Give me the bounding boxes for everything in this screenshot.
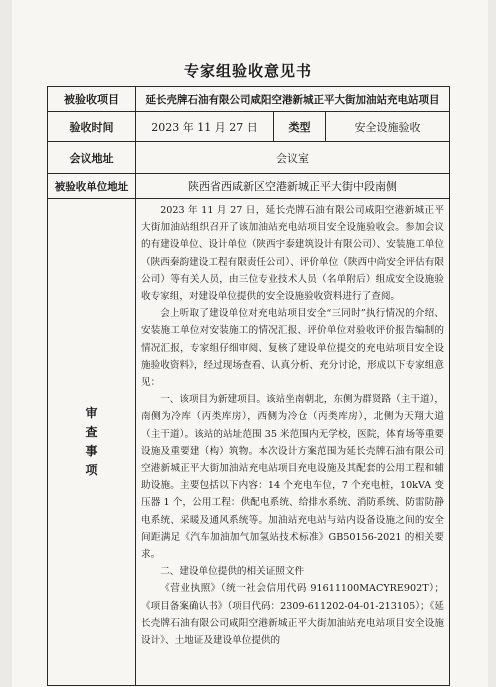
row-unit-address bbox=[48, 174, 450, 199]
time-value: 2023 年 11 月 27 日 bbox=[136, 112, 274, 142]
review-content bbox=[136, 199, 450, 686]
row-venue bbox=[48, 142, 450, 174]
document-title: 专家组验收意见书 bbox=[183, 62, 312, 80]
venue-value: 会议室 bbox=[136, 142, 450, 174]
row-project bbox=[48, 87, 450, 112]
paragraph-5: 《营业执照》（统一社会信用代码 91611100MACYRE902T）；《项目备案确认书》（项目代码：2309-611202-04-01-213105）；《延长壳牌石油有限公司咸阳空港新城正平大街加油站充电站项目安全设施设计》、土地证及建设单位提供的 bbox=[141, 583, 444, 647]
venue-label: 会议地址 bbox=[48, 142, 136, 174]
review-char-2: 查 bbox=[85, 425, 98, 439]
review-char-3: 事 bbox=[85, 444, 98, 458]
review-items-label bbox=[48, 199, 136, 686]
project-label: 被验收项目 bbox=[48, 87, 136, 112]
row-time bbox=[48, 112, 450, 142]
row-review bbox=[48, 199, 450, 686]
paragraph-3: 一、该项目为新建项目。该站坐南朝北，东侧为群贤路（主干道），南侧为冷库（丙类库房），西侧为冷仓（丙类库房），北侧为天翔大道（主干道）。该站的站址范围 35 米范围内无学校，医院，体育场等重要设施及重要建（构）筑物。本次设计方案范围为延长壳牌石油有限公司空港新城正平大街加油站充电站项目充电设施及其配套的公用工程和辅助设施。主要包括以下内容：14 个充电车位，7 个充电桩，10kVA 变压器 1 个，公用工程：供配电系统、给排水系统、消防系统、防雷防静电系统、采暖及通风系统等。加油站充电站与站内设备设施之间的安全间距满足《汽车加油加气加氢站技术标准》GB50156-2021 的相关要求。 bbox=[141, 394, 444, 561]
acceptance-form-table bbox=[47, 86, 450, 686]
type-label: 类型 bbox=[274, 112, 326, 142]
paragraph-2: 会上听取了建设单位对充电站项目安全“三同时”执行情况的介绍、安装施工单位对安装施工的情况汇报、评价单位对验收评价报告编制的情况汇报，专家组仔细审阅、复核了建设单位提交的充电站项目安全设施验收资料》，经过现场查看、认真分析、充分讨论，形成以下专家组意见： bbox=[141, 308, 444, 389]
type-value: 安全设施验收 bbox=[326, 112, 450, 142]
time-label: 验收时间 bbox=[48, 112, 136, 142]
project-value: 延长壳牌石油有限公司咸阳空港新城正平大街加油站充电站项目 bbox=[136, 87, 450, 112]
unit-address-value: 陕西省西咸新区空港新城正平大街中段南侧 bbox=[136, 174, 450, 199]
unit-address-label: 被验收单位地址 bbox=[48, 174, 136, 199]
paragraph-1: 2023 年 11 月 27 日，延长壳牌石油有限公司咸阳空港新城正平大街加油站组织召开了该加油站充电站项目安全设施验收会。参加会议的有建设单位、设计单位（陕西宇泰建筑设计有限公司）、安装施工单位（陕西秦韵建设工程有限责任公司）、评价单位（陕西中尚安全评估有限公司）等有关人员，由三位专业技术人员（名单附后）组成安全设施验收专家组，对建设单位提供的安全设施验收资料进行了查阅。 bbox=[141, 205, 444, 303]
review-char-1: 审 bbox=[85, 406, 98, 420]
review-char-4: 项 bbox=[85, 463, 98, 477]
paragraph-4: 二、建设单位提供的相关证照文件 bbox=[160, 566, 305, 578]
